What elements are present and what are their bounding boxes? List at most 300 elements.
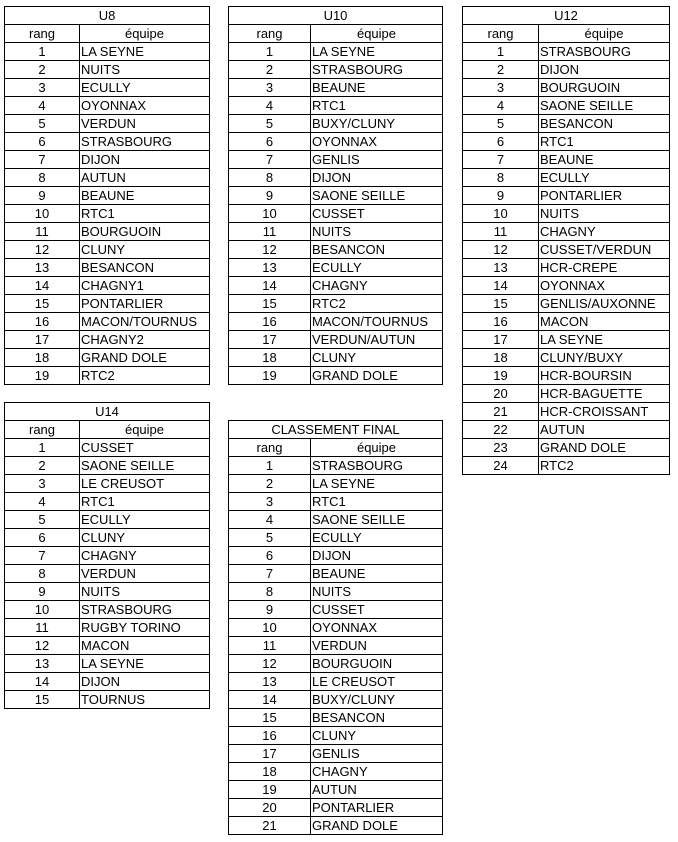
team-cell: BESANCON	[539, 115, 670, 133]
team-cell: LA SEYNE	[539, 331, 670, 349]
rank-cell: 10	[229, 619, 311, 637]
rank-cell: 17	[229, 331, 311, 349]
table-row	[229, 187, 443, 205]
table-row	[5, 79, 210, 97]
table-row	[229, 799, 443, 817]
team-cell: GENLIS	[311, 151, 443, 169]
table-row	[463, 151, 670, 169]
rank-cell: 9	[229, 187, 311, 205]
table-row	[229, 277, 443, 295]
team-cell: ECULLY	[311, 529, 443, 547]
team-cell: RTC1	[539, 133, 670, 151]
table-row	[463, 277, 670, 295]
table-row	[229, 79, 443, 97]
team-cell: CHAGNY	[80, 547, 210, 565]
column-header-row	[229, 439, 443, 457]
team-cell: RTC1	[311, 493, 443, 511]
table-row	[5, 619, 210, 637]
rank-cell: 14	[463, 277, 539, 295]
rank-cell: 12	[229, 655, 311, 673]
table-title: U10	[229, 7, 443, 25]
table-row	[463, 295, 670, 313]
team-cell: CLUNY/BUXY	[539, 349, 670, 367]
team-cell: NUITS	[80, 583, 210, 601]
team-column-header: équipe	[311, 439, 443, 457]
team-column-header: équipe	[311, 25, 443, 43]
team-cell: RTC1	[80, 493, 210, 511]
team-cell: BEAUNE	[311, 79, 443, 97]
table-row	[5, 637, 210, 655]
table-row	[463, 187, 670, 205]
team-cell: NUITS	[311, 583, 443, 601]
table-row	[229, 205, 443, 223]
rank-cell: 20	[229, 799, 311, 817]
table-row	[5, 295, 210, 313]
table-row	[5, 151, 210, 169]
table-row	[229, 493, 443, 511]
table-row	[229, 673, 443, 691]
team-cell: LA SEYNE	[311, 43, 443, 61]
table-row	[463, 349, 670, 367]
rank-column-header: rang	[229, 439, 311, 457]
team-cell: MACON	[80, 637, 210, 655]
table-title: U8	[5, 7, 210, 25]
table-row	[5, 529, 210, 547]
team-cell: GRAND DOLE	[311, 367, 443, 385]
team-cell: STRASBOURG	[539, 43, 670, 61]
team-cell: LE CREUSOT	[80, 475, 210, 493]
table-row	[229, 745, 443, 763]
table-row	[5, 115, 210, 133]
rank-cell: 11	[229, 223, 311, 241]
final-ranking-table	[228, 420, 443, 835]
rank-cell: 8	[5, 565, 80, 583]
rank-cell: 9	[463, 187, 539, 205]
rank-cell: 15	[229, 295, 311, 313]
rank-cell: 15	[5, 691, 80, 709]
rank-cell: 1	[463, 43, 539, 61]
team-cell: PONTARLIER	[80, 295, 210, 313]
table-row	[229, 619, 443, 637]
team-cell: GENLIS	[311, 745, 443, 763]
rank-cell: 9	[229, 601, 311, 619]
team-cell: BUXY/CLUNY	[311, 115, 443, 133]
table-row	[229, 727, 443, 745]
team-cell: ECULLY	[539, 169, 670, 187]
table-row	[5, 169, 210, 187]
table-row	[229, 817, 443, 835]
rank-cell: 13	[5, 655, 80, 673]
rank-cell: 3	[463, 79, 539, 97]
table-row	[5, 61, 210, 79]
table-title-row	[5, 403, 210, 421]
team-cell: BOURGUOIN	[539, 79, 670, 97]
rank-cell: 3	[229, 493, 311, 511]
team-cell: HCR-BAGUETTE	[539, 385, 670, 403]
team-cell: BESANCON	[311, 241, 443, 259]
rank-cell: 6	[5, 133, 80, 151]
rank-cell: 7	[5, 151, 80, 169]
team-cell: NUITS	[80, 61, 210, 79]
team-cell: CHAGNY	[311, 763, 443, 781]
team-cell: VERDUN	[80, 565, 210, 583]
table-row	[5, 655, 210, 673]
rank-cell: 12	[5, 241, 80, 259]
team-cell: MACON	[539, 313, 670, 331]
team-cell: HCR-BOURSIN	[539, 367, 670, 385]
column-header-row	[229, 25, 443, 43]
rank-cell: 11	[229, 637, 311, 655]
team-cell: GRAND DOLE	[80, 349, 210, 367]
rank-cell: 19	[463, 367, 539, 385]
table-row	[5, 583, 210, 601]
table-row	[229, 547, 443, 565]
team-cell: SAONE SEILLE	[539, 97, 670, 115]
team-cell: LA SEYNE	[80, 655, 210, 673]
rank-cell: 1	[229, 43, 311, 61]
table-row	[463, 385, 670, 403]
rank-cell: 9	[5, 187, 80, 205]
rank-cell: 7	[229, 565, 311, 583]
column-header-row	[5, 25, 210, 43]
team-cell: OYONNAX	[539, 277, 670, 295]
table-row	[5, 43, 210, 61]
rank-cell: 2	[229, 475, 311, 493]
table-row	[463, 331, 670, 349]
team-cell: BEAUNE	[311, 565, 443, 583]
rank-cell: 14	[229, 277, 311, 295]
rank-cell: 1	[5, 439, 80, 457]
table-row	[5, 367, 210, 385]
rank-cell: 2	[463, 61, 539, 79]
team-cell: AUTUN	[539, 421, 670, 439]
team-cell: STRASBOURG	[80, 133, 210, 151]
rank-cell: 5	[463, 115, 539, 133]
team-cell: CHAGNY2	[80, 331, 210, 349]
rank-cell: 16	[229, 313, 311, 331]
rank-cell: 19	[5, 367, 80, 385]
rank-cell: 11	[5, 223, 80, 241]
rank-cell: 2	[5, 61, 80, 79]
team-cell: OYONNAX	[311, 133, 443, 151]
table-row	[463, 79, 670, 97]
rank-cell: 3	[229, 79, 311, 97]
table-row	[5, 349, 210, 367]
team-cell: CUSSET	[311, 205, 443, 223]
team-cell: GRAND DOLE	[311, 817, 443, 835]
rank-cell: 4	[5, 493, 80, 511]
table-row	[463, 97, 670, 115]
table-row	[463, 61, 670, 79]
rank-cell: 8	[229, 169, 311, 187]
rank-cell: 18	[229, 763, 311, 781]
table-row	[463, 205, 670, 223]
team-cell: CUSSET	[311, 601, 443, 619]
team-cell: MACON/TOURNUS	[80, 313, 210, 331]
table-row	[229, 349, 443, 367]
rank-cell: 18	[463, 349, 539, 367]
rank-cell: 7	[463, 151, 539, 169]
rank-cell: 6	[5, 529, 80, 547]
rank-cell: 22	[463, 421, 539, 439]
table-row	[463, 43, 670, 61]
table-row	[229, 61, 443, 79]
team-cell: VERDUN/AUTUN	[311, 331, 443, 349]
team-cell: AUTUN	[311, 781, 443, 799]
column-header-row	[463, 25, 670, 43]
rank-cell: 21	[229, 817, 311, 835]
table-row	[229, 583, 443, 601]
table-row	[463, 421, 670, 439]
rank-cell: 1	[5, 43, 80, 61]
team-cell: CLUNY	[311, 349, 443, 367]
rank-cell: 7	[5, 547, 80, 565]
rank-column-header: rang	[229, 25, 311, 43]
team-cell: TOURNUS	[80, 691, 210, 709]
rank-cell: 8	[5, 169, 80, 187]
rank-cell: 1	[229, 457, 311, 475]
rank-cell: 16	[463, 313, 539, 331]
rank-cell: 20	[463, 385, 539, 403]
team-cell: STRASBOURG	[311, 61, 443, 79]
table-row	[5, 259, 210, 277]
rank-cell: 4	[229, 511, 311, 529]
team-cell: NUITS	[311, 223, 443, 241]
rank-cell: 14	[5, 277, 80, 295]
rank-cell: 16	[5, 313, 80, 331]
rank-cell: 5	[229, 529, 311, 547]
table-row	[229, 511, 443, 529]
rank-cell: 8	[229, 583, 311, 601]
team-cell: STRASBOURG	[80, 601, 210, 619]
rank-cell: 2	[229, 61, 311, 79]
table-row	[229, 529, 443, 547]
table-row	[5, 673, 210, 691]
rank-column-header: rang	[5, 25, 80, 43]
team-cell: LA SEYNE	[311, 475, 443, 493]
table-row	[229, 457, 443, 475]
u12-ranking-table	[462, 6, 670, 475]
table-row	[229, 763, 443, 781]
team-cell: NUITS	[539, 205, 670, 223]
team-column-header: équipe	[80, 25, 210, 43]
rank-cell: 17	[229, 745, 311, 763]
table-title: U14	[5, 403, 210, 421]
rank-cell: 21	[463, 403, 539, 421]
table-row	[5, 205, 210, 223]
team-cell: MACON/TOURNUS	[311, 313, 443, 331]
team-cell: CHAGNY	[539, 223, 670, 241]
table-row	[229, 295, 443, 313]
table-row	[463, 241, 670, 259]
table-title-row	[229, 421, 443, 439]
rank-cell: 4	[229, 97, 311, 115]
table-row	[229, 241, 443, 259]
team-cell: VERDUN	[80, 115, 210, 133]
table-row	[5, 601, 210, 619]
team-cell: CUSSET/VERDUN	[539, 241, 670, 259]
team-cell: CHAGNY	[311, 277, 443, 295]
team-cell: SAONE SEILLE	[311, 511, 443, 529]
u10-ranking-table	[228, 6, 443, 385]
team-cell: BUXY/CLUNY	[311, 691, 443, 709]
team-cell: HCR-CROISSANT	[539, 403, 670, 421]
team-cell: ECULLY	[311, 259, 443, 277]
team-cell: OYONNAX	[80, 97, 210, 115]
rank-cell: 5	[5, 115, 80, 133]
team-cell: CUSSET	[80, 439, 210, 457]
rank-cell: 11	[5, 619, 80, 637]
team-cell: DIJON	[311, 169, 443, 187]
table-title-row	[229, 7, 443, 25]
rank-cell: 12	[463, 241, 539, 259]
table-row	[463, 367, 670, 385]
table-row	[5, 97, 210, 115]
rank-cell: 15	[5, 295, 80, 313]
table-row	[5, 457, 210, 475]
rank-cell: 3	[5, 475, 80, 493]
rank-cell: 15	[229, 709, 311, 727]
table-row	[463, 457, 670, 475]
rank-cell: 17	[463, 331, 539, 349]
table-row	[229, 331, 443, 349]
team-cell: RTC2	[80, 367, 210, 385]
team-cell: STRASBOURG	[311, 457, 443, 475]
team-cell: BEAUNE	[539, 151, 670, 169]
table-row	[229, 97, 443, 115]
team-cell: CLUNY	[80, 241, 210, 259]
table-row	[229, 133, 443, 151]
rank-cell: 14	[229, 691, 311, 709]
rank-cell: 11	[463, 223, 539, 241]
team-column-header: équipe	[80, 421, 210, 439]
team-cell: VERDUN	[311, 637, 443, 655]
rank-cell: 10	[5, 601, 80, 619]
table-row	[229, 223, 443, 241]
u14-ranking-table	[4, 402, 210, 709]
table-row	[229, 151, 443, 169]
team-cell: CLUNY	[80, 529, 210, 547]
rank-cell: 4	[5, 97, 80, 115]
table-row	[229, 475, 443, 493]
table-row	[5, 439, 210, 457]
table-row	[229, 709, 443, 727]
team-cell: GENLIS/AUXONNE	[539, 295, 670, 313]
table-row	[5, 331, 210, 349]
rank-cell: 5	[5, 511, 80, 529]
team-cell: OYONNAX	[311, 619, 443, 637]
rank-cell: 2	[5, 457, 80, 475]
rank-cell: 15	[463, 295, 539, 313]
table-row	[5, 241, 210, 259]
rank-cell: 12	[229, 241, 311, 259]
rank-cell: 10	[229, 205, 311, 223]
rank-cell: 19	[229, 367, 311, 385]
rank-cell: 4	[463, 97, 539, 115]
rank-cell: 19	[229, 781, 311, 799]
team-cell: PONTARLIER	[311, 799, 443, 817]
table-row	[463, 223, 670, 241]
team-cell: RTC2	[311, 295, 443, 313]
table-row	[229, 313, 443, 331]
table-row	[229, 367, 443, 385]
team-cell: BEAUNE	[80, 187, 210, 205]
team-cell: AUTUN	[80, 169, 210, 187]
rank-cell: 24	[463, 457, 539, 475]
table-row	[5, 565, 210, 583]
table-row	[229, 691, 443, 709]
table-row	[463, 169, 670, 187]
table-row	[5, 547, 210, 565]
rank-cell: 16	[229, 727, 311, 745]
table-row	[5, 313, 210, 331]
team-cell: DIJON	[311, 547, 443, 565]
table-row	[229, 637, 443, 655]
team-cell: RTC1	[311, 97, 443, 115]
u8-ranking-table	[4, 6, 210, 385]
rank-cell: 10	[5, 205, 80, 223]
table-row	[463, 403, 670, 421]
team-cell: RTC1	[80, 205, 210, 223]
team-cell: RUGBY TORINO	[80, 619, 210, 637]
team-cell: BOURGUOIN	[80, 223, 210, 241]
table-row	[229, 565, 443, 583]
table-row	[229, 43, 443, 61]
table-row	[5, 277, 210, 295]
team-cell: CLUNY	[311, 727, 443, 745]
rank-column-header: rang	[463, 25, 539, 43]
table-row	[229, 259, 443, 277]
team-column-header: équipe	[539, 25, 670, 43]
table-title-row	[5, 7, 210, 25]
table-row	[5, 493, 210, 511]
table-title: U12	[463, 7, 670, 25]
table-row	[229, 781, 443, 799]
rank-cell: 6	[229, 133, 311, 151]
rank-cell: 5	[229, 115, 311, 133]
team-cell: HCR-CREPE	[539, 259, 670, 277]
rank-cell: 10	[463, 205, 539, 223]
table-row	[5, 187, 210, 205]
rank-cell: 9	[5, 583, 80, 601]
rank-cell: 17	[5, 331, 80, 349]
table-row	[229, 655, 443, 673]
rank-cell: 6	[463, 133, 539, 151]
team-cell: BESANCON	[311, 709, 443, 727]
rank-cell: 13	[463, 259, 539, 277]
team-cell: RTC2	[539, 457, 670, 475]
table-title: CLASSEMENT FINAL	[229, 421, 443, 439]
table-row	[5, 511, 210, 529]
team-cell: CHAGNY1	[80, 277, 210, 295]
table-row	[463, 259, 670, 277]
team-cell: PONTARLIER	[539, 187, 670, 205]
team-cell: ECULLY	[80, 511, 210, 529]
rank-cell: 3	[5, 79, 80, 97]
team-cell: GRAND DOLE	[539, 439, 670, 457]
rank-cell: 18	[229, 349, 311, 367]
rank-cell: 13	[229, 673, 311, 691]
table-row	[229, 169, 443, 187]
rank-cell: 12	[5, 637, 80, 655]
table-row	[229, 601, 443, 619]
team-cell: SAONE SEILLE	[80, 457, 210, 475]
table-row	[5, 133, 210, 151]
team-cell: LA SEYNE	[80, 43, 210, 61]
table-row	[5, 223, 210, 241]
team-cell: DIJON	[80, 151, 210, 169]
rank-cell: 6	[229, 547, 311, 565]
